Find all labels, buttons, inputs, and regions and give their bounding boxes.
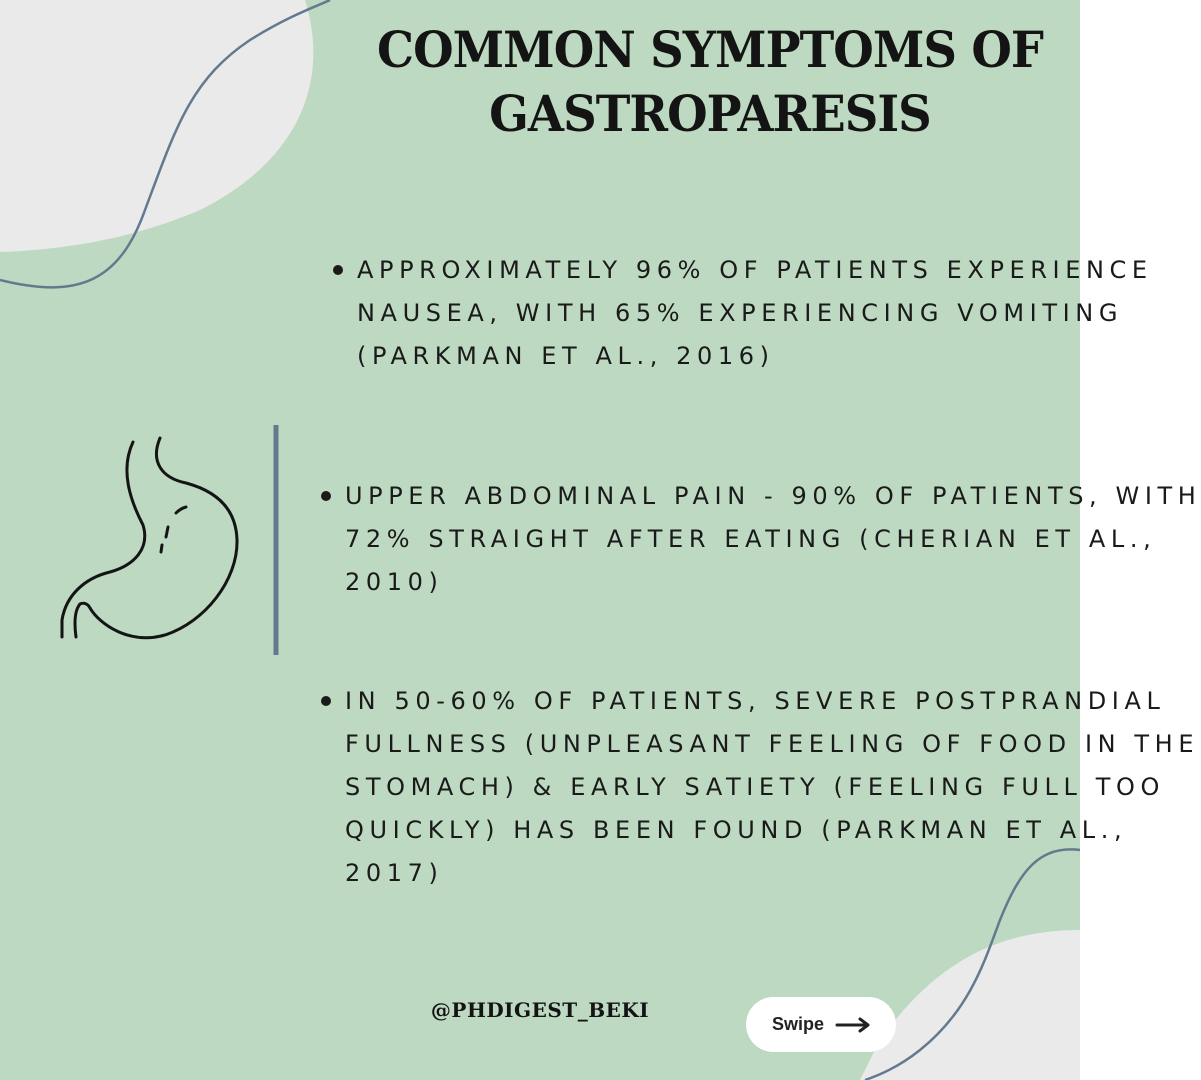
swipe-label: Swipe <box>771 1014 824 1034</box>
bottom-right-blob <box>860 930 1080 1080</box>
symptom-bullet-fullness <box>345 680 1199 895</box>
bullet-line: UPPER ABDOMINAL PAIN - 90% OF PATIENTS, WITH <box>345 482 1201 510</box>
social-handle: @PHDIGEST_BEKI <box>430 998 650 1022</box>
bullet-dot-icon <box>321 491 331 501</box>
bullet-line: 2010) <box>345 568 444 596</box>
title-line-2: GASTROPARESIS <box>489 84 931 143</box>
bullet-line: NAUSEA, WITH 65% EXPERIENCING VOMITING <box>357 299 1124 327</box>
bullet-line: STOMACH) & EARLY SATIETY (FEELING FULL TOO <box>345 773 1165 801</box>
bullet-line: 72% STRAIGHT AFTER EATING (CHERIAN ET AL., <box>345 525 1157 553</box>
bullet-dot-icon <box>321 696 331 706</box>
symptom-bullet-pain <box>345 475 1201 604</box>
swipe-button[interactable] <box>746 997 896 1052</box>
stomach-icon <box>62 438 237 638</box>
bullet-line: FULLNESS (UNPLEASANT FEELING OF FOOD IN THE <box>345 730 1200 758</box>
top-left-blob <box>0 0 313 252</box>
arrow-right-icon <box>836 1017 870 1033</box>
bullet-dot-icon <box>333 265 343 275</box>
title-line-1: COMMON SYMPTOMS OF <box>376 20 1043 79</box>
bullet-line: QUICKLY) HAS BEEN FOUND (PARKMAN ET AL., <box>345 816 1128 844</box>
page-title <box>375 18 1045 146</box>
bullet-line: (PARKMAN ET AL., 2016) <box>357 342 775 370</box>
symptom-bullet-nausea <box>357 249 1153 378</box>
bullet-line: 2017) <box>345 859 444 887</box>
bullet-line: APPROXIMATELY 96% OF PATIENTS EXPERIENCE <box>357 256 1153 284</box>
bullet-line: IN 50-60% OF PATIENTS, SEVERE POSTPRANDIAL <box>345 687 1166 715</box>
